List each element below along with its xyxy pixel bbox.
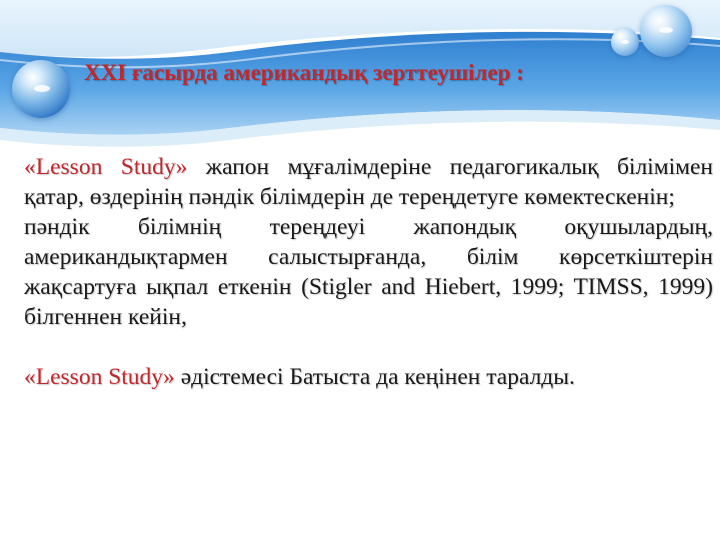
bubble-glint bbox=[621, 40, 629, 44]
bubble-glint bbox=[34, 85, 50, 92]
paragraph-lesson-study-benefits bbox=[24, 152, 713, 212]
paragraph-subject-knowledge bbox=[24, 212, 713, 332]
slide-title: XXI ғасырда американдық зерттеушілер : bbox=[84, 60, 524, 85]
paragraph-text: пәндік білімнің тереңдеуі жапондық оқушылардың, американдықтармен салыстырғанда, білім көрсеткіштерін жақсартуға ықпал еткенін (Stigler and Hiebert, 1999; TIMSS, 1999) білгеннен кейін, bbox=[24, 214, 713, 330]
bubble-decoration-left bbox=[12, 60, 70, 118]
paragraph-text: әдістемесі Батыста да кеңінен таралды. bbox=[174, 364, 575, 390]
lesson-study-term: «Lesson Study» bbox=[24, 154, 188, 180]
bubble-decoration-small bbox=[611, 28, 639, 56]
paragraph-text: жапон мұғалімдеріне педагогикалық білімімен қатар, өздерінің пәндік білімдерін де тереңдетуге көмектескенін; bbox=[24, 154, 713, 210]
lesson-study-term: «Lesson Study» bbox=[24, 364, 175, 390]
slide-body bbox=[24, 152, 713, 392]
bubble-glint bbox=[659, 27, 673, 33]
paragraph-lesson-study-spread bbox=[24, 362, 713, 392]
paragraph-spacer bbox=[24, 332, 713, 362]
bubble-decoration-right bbox=[640, 5, 692, 57]
